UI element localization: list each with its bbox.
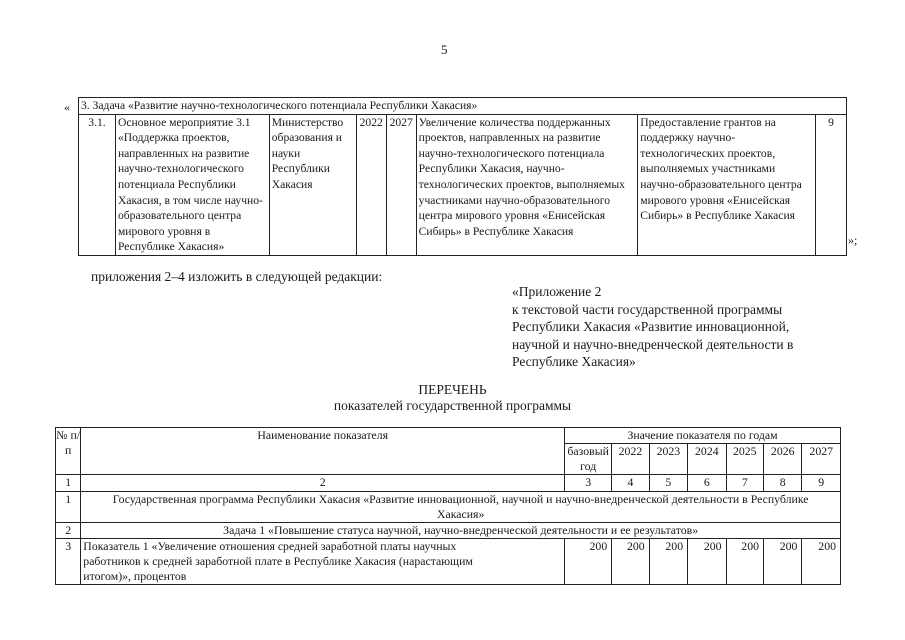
task-title: 3. Задача «Развитие научно-технологического потенциала Республики Хакасия» xyxy=(79,98,847,115)
header-year: 2027 xyxy=(802,444,841,475)
appendix-line: Республике Хакасия» xyxy=(512,354,636,369)
task-row-number: 2 xyxy=(56,523,81,539)
appendix-line: «Приложение 2 xyxy=(512,284,602,299)
indicator-value: 200 xyxy=(764,539,802,585)
task-row xyxy=(56,523,841,539)
index-cell: 4 xyxy=(612,475,649,492)
activities-table xyxy=(78,97,847,256)
indicator-value: 200 xyxy=(612,539,649,585)
header-year: 2024 xyxy=(688,444,726,475)
indicator-value: 200 xyxy=(726,539,763,585)
indicator-value: 200 xyxy=(565,539,612,585)
activity-row xyxy=(79,114,847,255)
header-base-year: базовый год xyxy=(565,444,612,475)
activity-name: Основное мероприятие 3.1 «Поддержка проектов, направленных на развитие научно-технологического потенциала Республики Хакасия, в том числе научно-образовательного центра мирового уровня в Республике Хакасия» xyxy=(115,114,269,255)
index-cell: 6 xyxy=(688,475,726,492)
program-row-number: 1 xyxy=(56,492,81,523)
header-year: 2022 xyxy=(612,444,649,475)
header-year: 2023 xyxy=(649,444,687,475)
activity-start-year: 2022 xyxy=(356,114,386,255)
page-number: 5 xyxy=(441,42,448,57)
amendment-paragraph: приложения 2–4 изложить в следующей редакции: xyxy=(91,269,383,284)
task-header-row xyxy=(79,98,847,115)
activity-number: 3.1. xyxy=(79,114,116,255)
appendix-line: к текстовой части государственной программы xyxy=(512,301,783,317)
activity-end-year: 2027 xyxy=(386,114,416,255)
appendix-line: научной и научно-внедренческой деятельности в xyxy=(512,336,794,352)
header-number: № п/п xyxy=(56,428,81,475)
index-cell: 1 xyxy=(56,475,81,492)
header-values-by-year: Значение показателя по годам xyxy=(565,428,841,444)
appendix-heading xyxy=(512,283,842,371)
program-row xyxy=(56,492,841,523)
list-subtitle: показателей государственной программы xyxy=(333,398,572,413)
activity-executor: Министерство образования и науки Республики Хакасия xyxy=(269,114,356,255)
appendix-line: Республики Хакасия «Развитие инновационной, xyxy=(512,319,790,334)
index-cell: 5 xyxy=(649,475,687,492)
header-year: 2026 xyxy=(764,444,802,475)
activity-result: Увеличение количества поддержанных проектов, направленных на развитие научно-технологического потенциала Республики Хакасия, научно-технологических проектов, выполняемых участниками научно-образовательного центра мирового уровня «Енисейская Сибирь» в Республике Хакасия xyxy=(416,114,638,255)
index-cell: 3 xyxy=(565,475,612,492)
index-cell: 8 xyxy=(764,475,802,492)
indicators-table xyxy=(55,427,841,585)
header-indicator-name: Наименование показателя xyxy=(81,428,565,475)
header-year: 2025 xyxy=(726,444,763,475)
program-title: Государственная программа Республики Хакасия «Развитие инновационной, научной и научно-внедренческой деятельности в Республике Хакасия» xyxy=(81,492,841,523)
task-title: Задача 1 «Повышение статуса научной, научно-внедренческой деятельности и ее результатов» xyxy=(81,523,841,539)
indicator-value: 200 xyxy=(688,539,726,585)
column-index-row xyxy=(56,475,841,492)
list-title: ПЕРЕЧЕНЬ xyxy=(418,382,487,397)
indicator-name: Показатель 1 «Увеличение отношения средней заработной платы научных работников к средней заработной плате в Республике Хакасия (нарастающим итогом)», процентов xyxy=(81,539,565,585)
index-cell: 7 xyxy=(726,475,763,492)
opening-quote: « xyxy=(64,100,70,114)
indicator-row-number: 3 xyxy=(56,539,81,585)
closing-quote: »; xyxy=(848,233,858,247)
activity-measures: Предоставление грантов на поддержку научно-технологических проектов, выполняемых участниками научно-образовательного центра мирового уровня «Енисейская Сибирь» в Республике Хакасия xyxy=(638,114,816,255)
activity-indicator: 9 xyxy=(816,114,847,255)
index-cell: 9 xyxy=(802,475,841,492)
indicator-value: 200 xyxy=(649,539,687,585)
header-row-1 xyxy=(56,428,841,444)
index-cell: 2 xyxy=(81,475,565,492)
indicator-row xyxy=(56,539,841,585)
indicator-value: 200 xyxy=(802,539,841,585)
